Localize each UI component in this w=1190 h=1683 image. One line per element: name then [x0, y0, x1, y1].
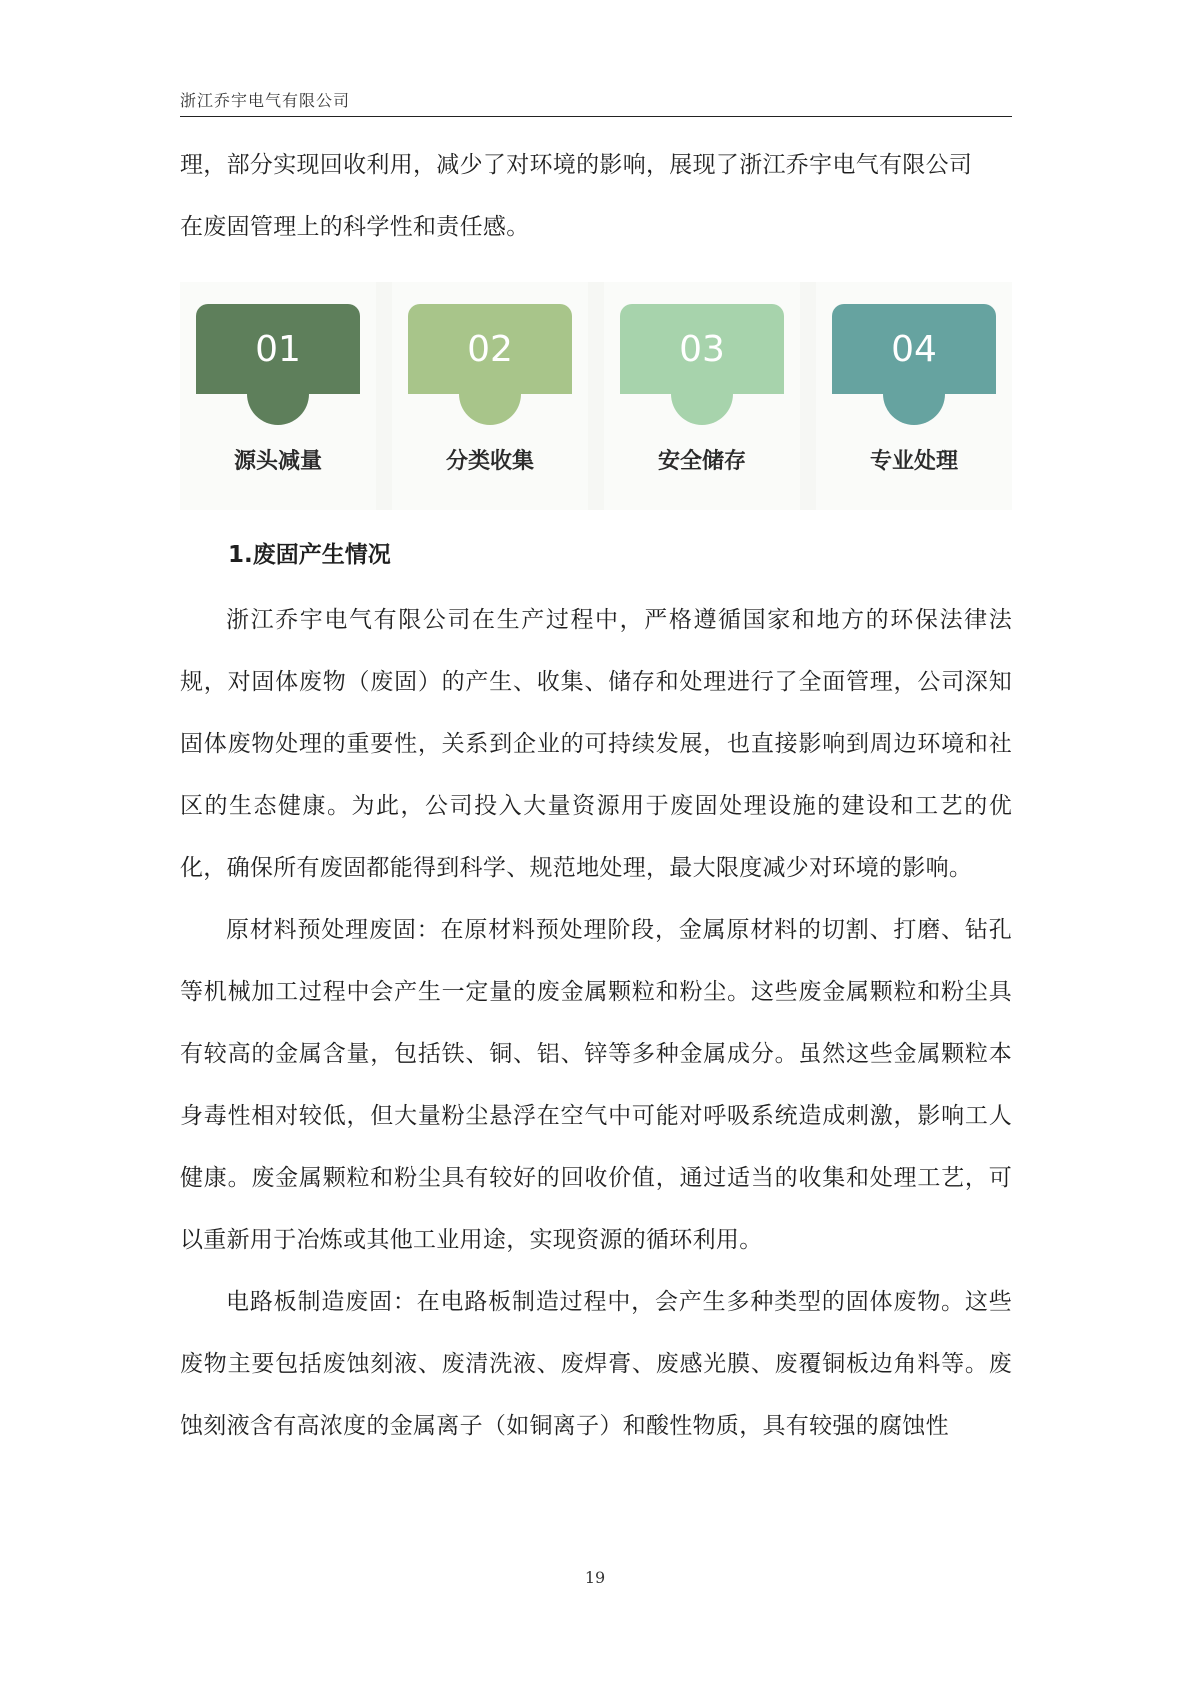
step-number-2: 02: [408, 304, 572, 394]
section-title: 1.废固产生情况: [228, 542, 391, 568]
step-connector-2: [459, 394, 521, 425]
step-label-2: 分类收集: [445, 449, 534, 474]
step-label-1: 源头减量: [233, 449, 322, 474]
paragraph-overview: 浙江乔宇电气有限公司在生产过程中，严格遵循国家和地方的环保法律法规，对固体废物（废固）的产生、收集、储存和处理进行了全面管理，公司深知固体废物处理的重要性，关系到企业的可持续发展，也直接影响到周边环境和社区的生态健康。为此，公司投入大量资源用于废固处理设施的建设和工艺的优化，确保所有废固都能得到科学、规范地处理，最大限度减少对环境的影响。: [180, 607, 1012, 881]
intro-line-2: 在废固管理上的科学性和责任感。: [180, 214, 530, 240]
step-connector-1: [247, 394, 309, 425]
step-card-4: [816, 282, 1012, 510]
step-connector-3: [671, 394, 733, 425]
step-number-1: 01: [196, 304, 360, 394]
step-number-3: 03: [620, 304, 784, 394]
step-card-1: [180, 282, 376, 510]
step-connector-4: [883, 394, 945, 425]
step-label-3: 安全储存: [657, 449, 746, 474]
step-card-2: [392, 282, 588, 510]
process-steps-figure: [180, 282, 1012, 510]
intro-line-1: 理，部分实现回收利用，减少了对环境的影响，展现了浙江乔宇电气有限公司: [180, 152, 973, 178]
page-header: 浙江乔宇电气有限公司: [180, 91, 351, 110]
paragraph-raw-material: 原材料预处理废固：在原材料预处理阶段，金属原材料的切割、打磨、钻孔等机械加工过程中会产生一定量的废金属颗粒和粉尘。这些废金属颗粒和粉尘具有较高的金属含量，包括铁、铜、铝、锌等多种金属成分。虽然这些金属颗粒本身毒性相对较低，但大量粉尘悬浮在空气中可能对呼吸系统造成刺激，影响工人健康。废金属颗粒和粉尘具有较好的回收价值，通过适当的收集和处理工艺，可以重新用于冶炼或其他工业用途，实现资源的循环利用。: [180, 917, 1012, 1253]
main-text: [180, 589, 1012, 1457]
header-divider: [180, 116, 1012, 117]
step-number-4: 04: [832, 304, 996, 394]
intro-text: [180, 134, 1012, 258]
step-card-3: [604, 282, 800, 510]
page-number: 19: [584, 1568, 606, 1587]
paragraph-circuit-board: 电路板制造废固：在电路板制造过程中，会产生多种类型的固体废物。这些废物主要包括废蚀刻液、废清洗液、废焊膏、废感光膜、废覆铜板边角料等。废蚀刻液含有高浓度的金属离子（如铜离子）和酸性物质，具有较强的腐蚀性: [180, 1289, 1012, 1439]
step-label-4: 专业处理: [869, 449, 958, 474]
